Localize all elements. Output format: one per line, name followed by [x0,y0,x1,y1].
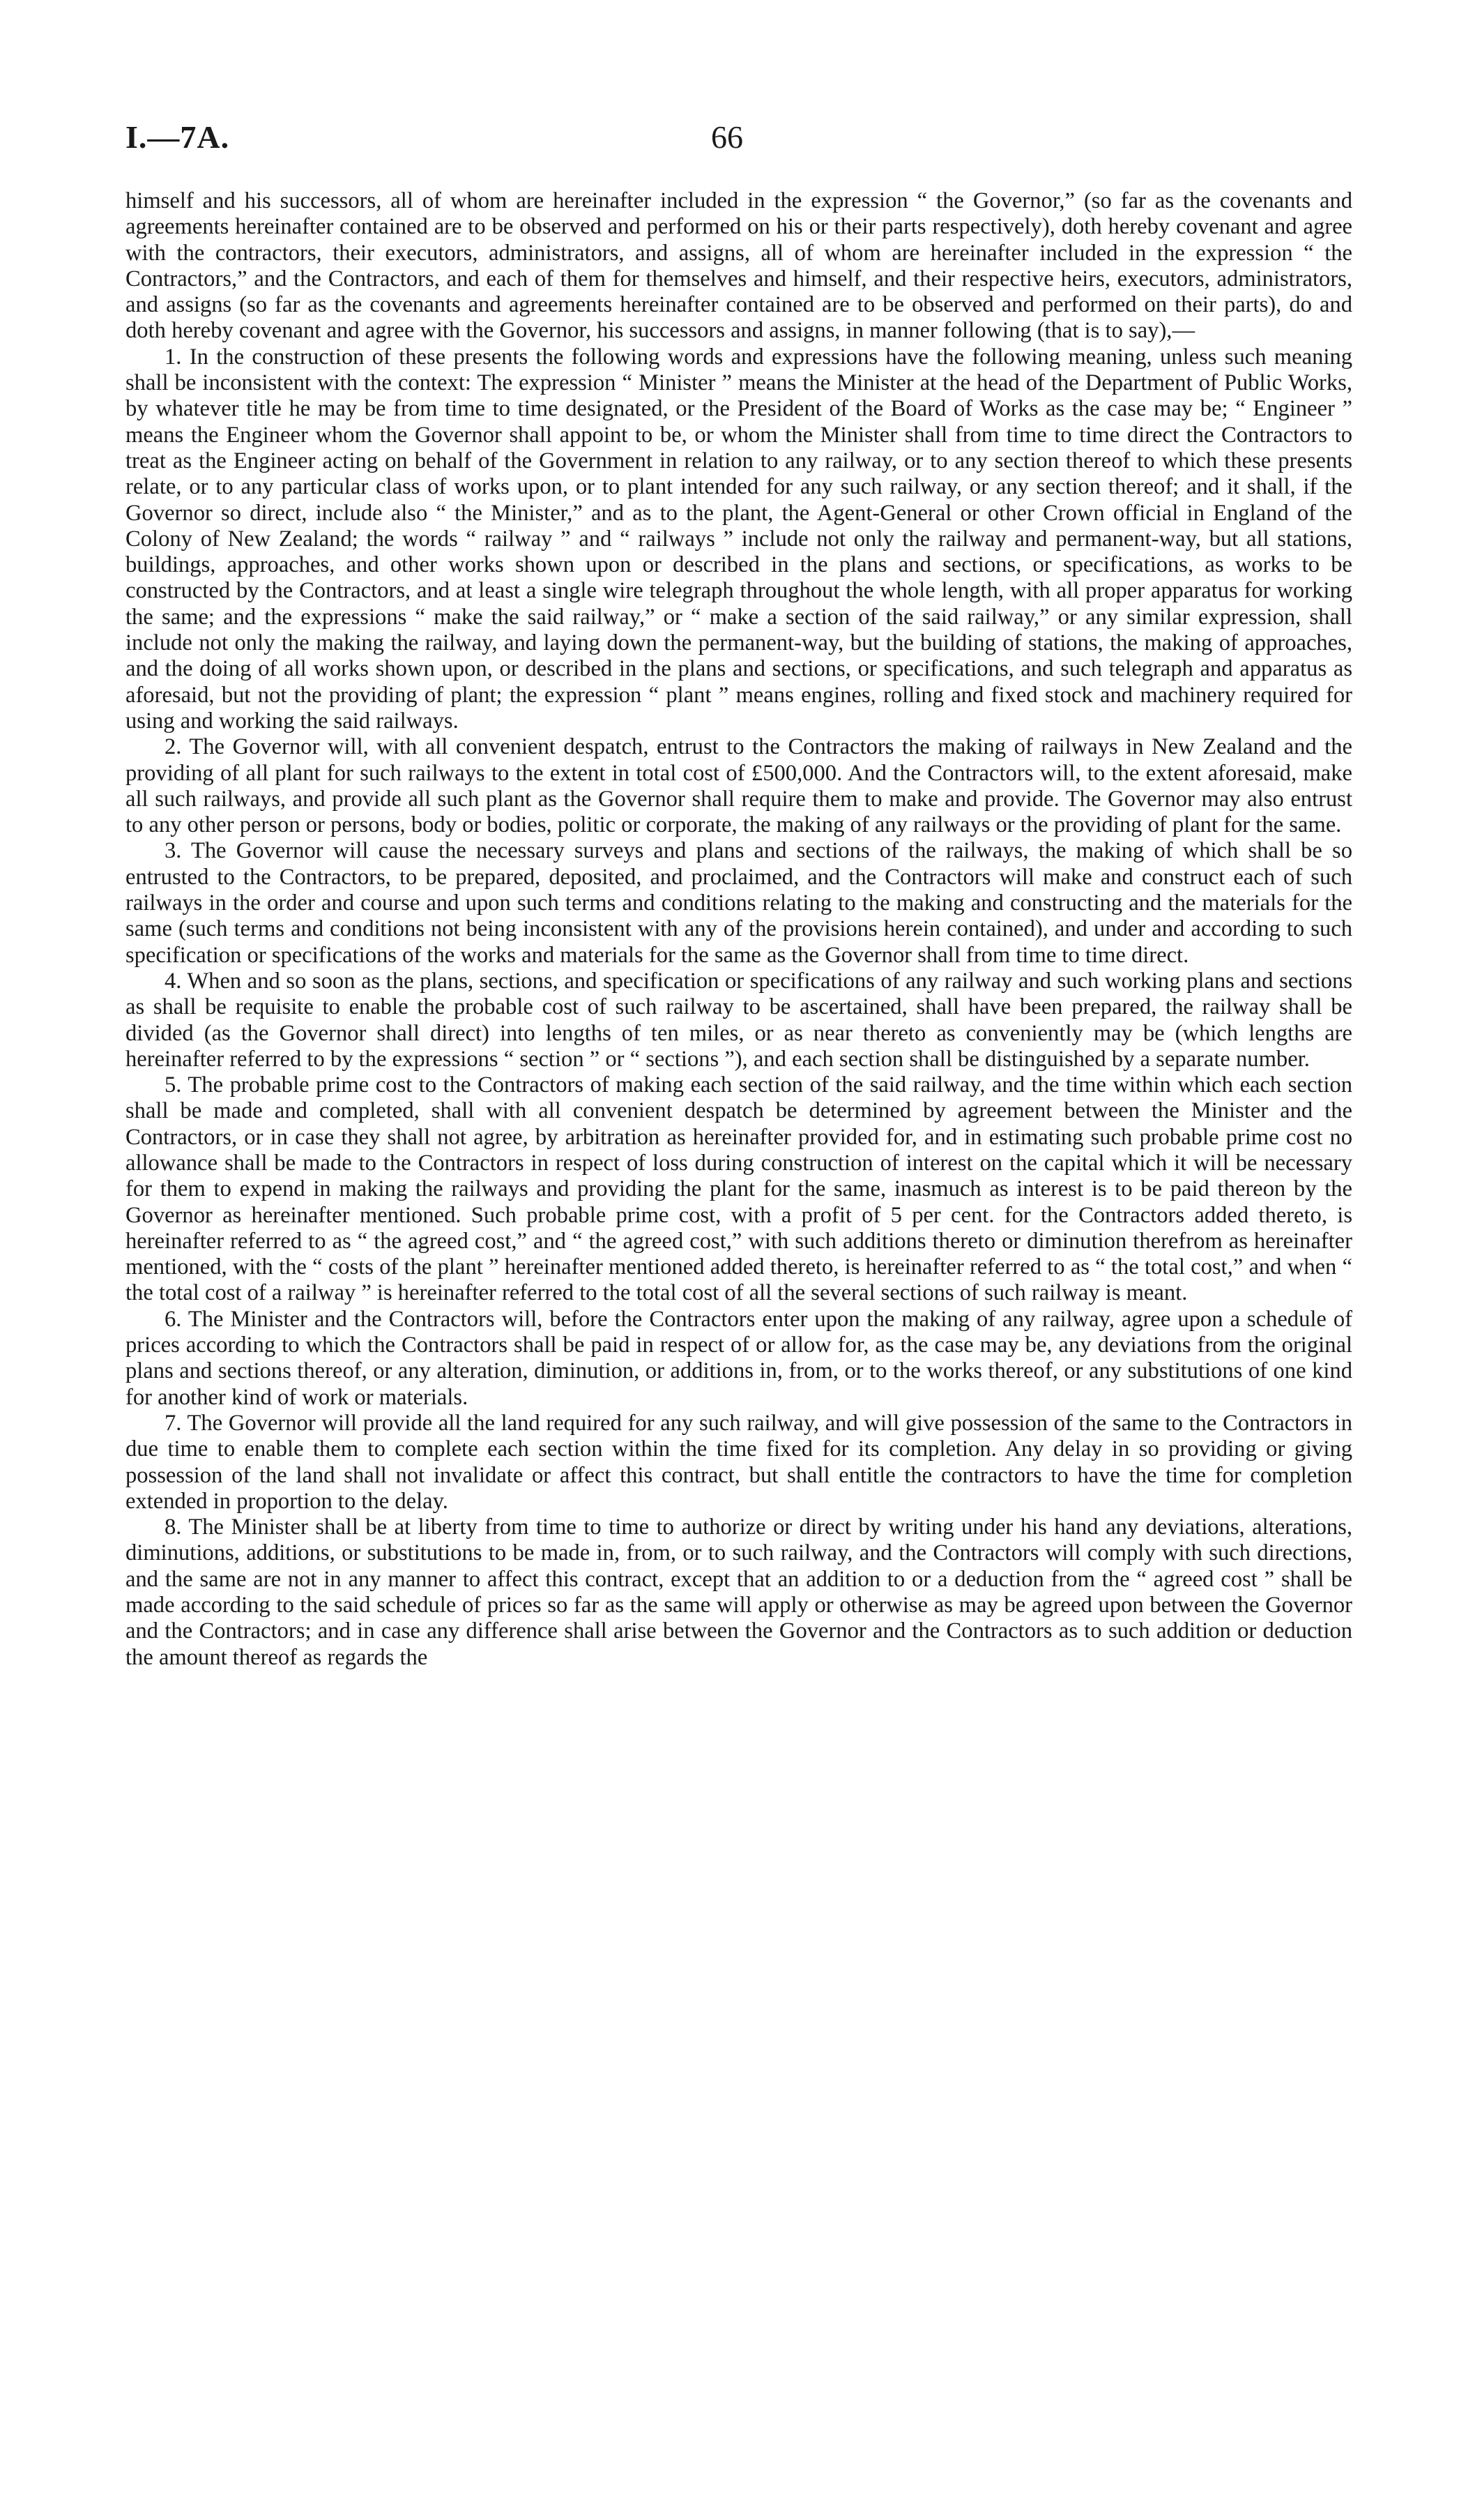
clause-4-paragraph: 4. When and so soon as the plans, sections, and specification or specifications of any railway and such working plans and sections as shall be requisite to enable the probable cost of such railway to be ascertained, shall have been prepared, the railway shall be divided (as the Governor shall direct) into lengths of ten miles, or as near thereto as conveniently may be (which lengths are hereinafter referred to by the expressions “ section ” or “ sections ”), and each section shall be distinguished by a separate number. [125,968,1352,1072]
clause-3-paragraph: 3. The Governor will cause the necessary surveys and plans and sections of the railways, the making of which shall be so entrusted to the Contractors, to be prepared, deposited, and proclaimed, and the Contractors will make and construct each of such railways in the order and course and upon such terms and conditions relating to the making and constructing and the materials for the same (such terms and conditions not being inconsistent with any of the provisions herein contained), and under and according to such specification or specifications of the works and materials for the same as the Governor shall from time to time direct. [125,838,1352,968]
clause-1-paragraph: 1. In the construction of these presents the following words and expressions have the following meaning, unless such meaning shall be inconsistent with the context: The expression “ Minister ” means the Minister at the head of the Department of Public Works, by whatever title he may be from time to time designated, or the President of the Board of Works as the case may be; “ Engineer ” means the Engineer whom the Governor shall appoint to be, or whom the Minister shall from time to time direct the Contractors to treat as the Engineer acting on behalf of the Government in relation to any railway, or to any section thereof to which these presents relate, or to any particular class of works upon, or to plant intended for any such railway, or any section thereof; and it shall, if the Governor so direct, include also “ the Minister,” and as to the plant, the Agent-General or other Crown official in England of the Colony of New Zealand; the words “ railway ” and “ railways ” include not only the railway and permanent-way, but all stations, buildings, approaches, and other works shown upon or described in the plans and sections, or specifications, as works to be constructed by the Contractors, and at least a single wire telegraph throughout the whole length, with all proper apparatus for working the same; and the expressions “ make the said railway,” or “ make a section of the said railway,” or any similar expression, shall include not only the making the railway, and laying down the permanent-way, but the building of stations, the making of approaches, and the doing of all works shown upon, or described in the plans and sections, or specifications, and such telegraph and apparatus as aforesaid, but not the providing of plant; the expression “ plant ” means engines, rolling and fixed stock and machinery required for using and working the said railways. [125,344,1352,734]
clause-6-paragraph: 6. The Minister and the Contractors will, before the Contractors enter upon the making of any railway, agree upon a schedule of prices according to which the Contractors shall be paid in respect of or allow for, as the case may be, any deviations from the original plans and sections thereof, or any alteration, diminution, or additions in, from, or to the works thereof, or any substitutions of one kind for another kind of work or materials. [125,1306,1352,1410]
clause-5-paragraph: 5. The probable prime cost to the Contractors of making each section of the said railway, and the time within which each section shall be made and completed, shall with all convenient despatch be determined by agreement between the Minister and the Contractors, or in case they shall not agree, by arbitration as hereinafter provided for, and in estimating such probable prime cost no allowance shall be made to the Contractors in respect of loss during construction of interest on the capital which it will be necessary for them to expend in making the railways and providing the plant for the same, inasmuch as interest is to be paid thereon by the Governor as hereinafter mentioned. Such probable prime cost, with a profit of 5 per cent. for the Contractors added thereto, is hereinafter referred to as “ the agreed cost,” and “ the agreed cost,” with such additions thereto or diminution therefrom as hereinafter mentioned, with the “ costs of the plant ” hereinafter mentioned added thereto, is hereinafter referred to as “ the total cost,” and when “ the total cost of a railway ” is hereinafter referred to the total cost of all the several sections of such railway is meant. [125,1072,1352,1306]
document-reference: I.—7A. [125,119,230,155]
opening-paragraph: himself and his successors, all of whom are hereinafter included in the expression “ the Governor,” (so far as the covenants and agreements hereinafter contained are to be observed and performed on his or their parts respectively), doth hereby covenant and agree with the contractors, their executors, administrators, and assigns, all of whom are hereinafter included in the expression “ the Contractors,” and the Contractors, and each of them for themselves and himself, and their respective heirs, executors, administrators, and assigns (so far as the covenants and agreements hereinafter contained are to be observed and performed on their parts), do and doth hereby covenant and agree with the Governor, his successors and assigns, in manner following (that is to say),— [125,188,1352,344]
running-header [125,119,1352,160]
clause-8-paragraph: 8. The Minister shall be at liberty from time to time to authorize or direct by writing under his hand any deviations, alterations, diminutions, additions, or substitutions to be made in, from, or to such railway, and the Contractors will comply with such directions, and the same are not in any manner to affect this contract, except that an addition to or a deduction from the “ agreed cost ” shall be made according to the said schedule of prices so far as the same will apply or otherwise as may be agreed upon between the Governor and the Contractors; and in case any difference shall arise between the Governor and the Contractors as to such addition or deduction the amount thereof as regards the [125,1515,1352,1670]
page-number: 66 [711,119,743,155]
clause-7-paragraph: 7. The Governor will provide all the land required for any such railway, and will give possession of the same to the Contractors in due time to enable them to complete each section within the time fixed for its completion. Any delay in so providing or giving possession of the land shall not invalidate or affect this contract, but shall entitle the contractors to have the time for completion extended in proportion to the delay. [125,1410,1352,1514]
body-text [125,188,1352,1671]
clause-2-paragraph: 2. The Governor will, with all convenient despatch, entrust to the Contractors the making of railways in New Zealand and the providing of all plant for such railways to the extent in total cost of £500,000. And the Contractors will, to the extent aforesaid, make all such railways, and provide all such plant as the Governor shall require them to make and provide. The Governor may also entrust to any other person or persons, body or bodies, politic or corporate, the making of any railways or the providing of plant for the same. [125,734,1352,838]
